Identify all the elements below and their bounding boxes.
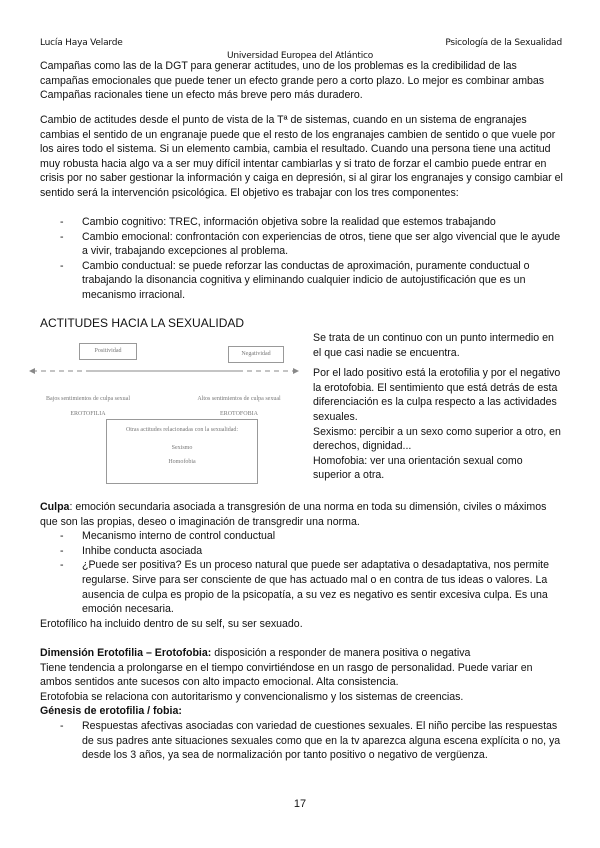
erotophobia-caption bbox=[178, 392, 300, 421]
culpa-definition: : emoción secundaria asociada a transgresión de una norma en toda su dimensión, civiles o máximos que son las propias, deseo o imaginación de transgredir una norma. bbox=[40, 501, 547, 528]
dimension-definition: disposición a responder de manera positiva o negativa bbox=[211, 647, 471, 659]
other-item: Sexismo bbox=[171, 444, 193, 451]
list-item: - Cambio cognitivo: TREC, información objetiva sobre la realidad que estemos trabajando bbox=[40, 215, 565, 230]
side-notes bbox=[313, 331, 563, 489]
dimension-line: Tiene tendencia a prolongarse en el tiempo convirtiéndose en un rasgo de personalidad. Puede variar en ambos sentidos ante sucesos con alto impacto emocional. Alta consistencia. bbox=[40, 661, 533, 689]
list-item: - Respuestas afectivas asociadas con variedad de cuestiones sexuales. El niño percibe las respuestas de sus padres ante situaciones sexuales como que en la tv aparezca alguna escena explícita o no, ya desde los 3 años, ya sea de normalización por tanto positivo o negativo de vergüenza. bbox=[40, 719, 565, 763]
paragraph-campaigns: Campañas como las de la DGT para generar actitudes, uno de los problemas es la credibilidad de las campañas emocionales que puede tener un efecto grande pero a corto plazo. Lo mejor es combinar ambas Campañas racionales tiene un efecto más breve pero más duradero. bbox=[40, 60, 545, 102]
header-subject: Psicología de la Sexualidad bbox=[445, 38, 562, 48]
left-caption: Bajos sentimientos de culpa sexual bbox=[46, 396, 130, 402]
side-note: Homofobia: ver una orientación sexual como superior a otra. bbox=[313, 454, 523, 482]
paragraph-systems: Cambio de actitudes desde el punto de vista de la Tª de sistemas, cuando en un sistema de engranajes cambias el sentido de un engranaje puede que el resto de los engranajes cambien de sentido o que vuele por los aires todo el sistema. Si un elemento cambia, cambia el resultado. Cuando una persona tiene una actitud muy robusta hacia algo va a ser muy difícil intentar cambiarlas y si trato de forzar el cambio puede entrar en crisis por no saber gestionar la información y caiga en depresión, si al girar los engranajes y consigo cambiar el sentido será la intervención psicológica. El objetivo es trabajar con los tres componentes: bbox=[40, 114, 563, 199]
side-note: Por el lado positivo está la erotofilia y por el negativo la erotofobia. El sentimiento que está detrás de esta diferenciación es la culpa respecto a las actividades sexuales. bbox=[313, 367, 561, 423]
erotophilia-caption bbox=[28, 392, 148, 421]
other-attitudes-box bbox=[106, 419, 258, 484]
attitude-diagram bbox=[28, 336, 300, 486]
dimension-line: Erotofobia se relaciona con autoritarismo y convencionalismo y los sistemas de creencias. bbox=[40, 690, 464, 703]
header-university: Universidad Europea del Atlántico bbox=[226, 51, 374, 61]
header-author: Lucía Haya Velarde bbox=[40, 38, 123, 48]
culpa-note: Erotofílico ha incluido dentro de su self, su ser sexuado. bbox=[40, 617, 303, 630]
right-caption: Altos sentimientos de culpa sexual bbox=[197, 396, 281, 402]
negativity-box: Negatividad bbox=[228, 346, 284, 363]
list-item: - ¿Puede ser positiva? Es un proceso natural que puede ser adaptativa o desadaptativa, nos permite regularse. Sirve para ser consciente de que has actuado mal o en contra de tus ideas o valores. La ausencia de culpa es propio de la psicopatía, a su vez es negativo es sentir excesiva culpa. Es una emoción necesaria. bbox=[40, 558, 565, 616]
side-note: Se trata de un continuo con un punto intermedio en el que casi nadie se encuentra. bbox=[313, 332, 554, 359]
section-title: ACTITUDES HACIA LA SEXUALIDAD bbox=[40, 316, 245, 330]
list-item: - Inhibe conducta asociada bbox=[40, 544, 565, 559]
continuum-arrow bbox=[28, 366, 300, 376]
list-item: - Cambio emocional: confrontación con experiencias de otros, tiene que ser algo vivencial que le ayude a vivir, trabajando excepciones al problema. bbox=[40, 230, 565, 259]
positivity-box: Positividad bbox=[79, 343, 137, 360]
other-title: Otras actitudes relacionadas con la sexualidad: bbox=[125, 427, 239, 433]
other-item: Homofobia bbox=[168, 459, 196, 466]
culpa-section bbox=[40, 500, 565, 631]
dimension-term: Dimensión Erotofilia – Erotofobia: bbox=[40, 647, 212, 659]
left-label: EROTOFILIA bbox=[70, 410, 106, 417]
page-number: 17 bbox=[293, 798, 307, 810]
right-label: EROTOFOBIA bbox=[220, 410, 258, 417]
list-item: - Mecanismo interno de control conductual bbox=[40, 529, 565, 544]
genesis-heading: Génesis de erotofilia / fobia: bbox=[40, 705, 182, 718]
dimension-section bbox=[40, 646, 565, 763]
list-item: - Cambio conductual: se puede reforzar las conductas de aproximación, puramente conductual o trabajando la disonancia cognitiva y eliminando cualquier indicio de autojustificación que es un mecanismo irracional. bbox=[40, 259, 565, 303]
components-list bbox=[40, 215, 565, 303]
culpa-term: Culpa bbox=[40, 501, 70, 513]
side-note: Sexismo: percibir a un sexo como superior a otro, en derechos, dignidad... bbox=[313, 425, 561, 453]
